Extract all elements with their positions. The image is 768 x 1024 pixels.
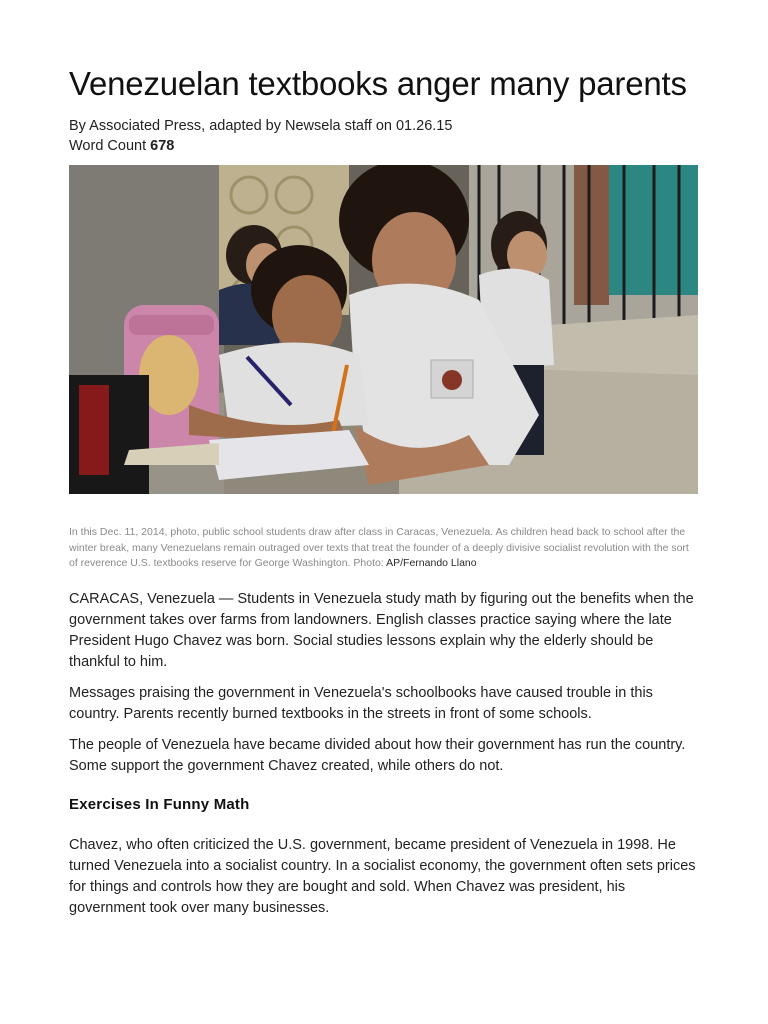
paragraph-2: Messages praising the government in Venezuela's schoolbooks have caused trouble in this country. Parents recently burned textbooks in the streets in front of some schools. [69, 684, 653, 722]
word-count-label: Word Count [69, 138, 147, 154]
paragraph-3: The people of Venezuela have became divided about how their government has run the country. Some support the government Chavez created, while others do not. [69, 736, 686, 774]
photo-credit: AP/Fernando Llano [386, 557, 477, 569]
photo-illustration [69, 165, 698, 494]
caption-text: In this Dec. 11, 2014, photo, public school students draw after class in Caracas, Venezuela. As children head back to school after the winter break, many Venezuelans remain outraged over texts that treat the founder of a deeply divisive socialist revolution with the sort of reverence U.S. textbooks reserve for George Washington. Photo: [69, 526, 689, 569]
section-heading: Exercises In Funny Math [69, 795, 250, 813]
word-count [69, 136, 699, 156]
photo-caption [69, 525, 699, 572]
byline: By Associated Press, adapted by Newsela staff on 01.26.15 [69, 118, 453, 134]
word-count-value: 678 [150, 138, 175, 154]
article-title: Venezuelan textbooks anger many parents [69, 65, 687, 102]
article [69, 0, 699, 919]
byline-block [69, 116, 699, 156]
paragraph-1: CARACAS, Venezuela — Students in Venezuela study math by figuring out the benefits when the government takes over farms from landowners. English classes practice saying where the late President Hugo Chavez was born. Social studies lessons explain why the elderly should be thankful to him. [69, 590, 694, 670]
paragraph-4: Chavez, who often criticized the U.S. government, became president of Venezuela in 1998. He turned Venezuela into a socialist country. In a socialist economy, the government often sets prices for things and controls how they are bought and sold. When Chavez was president, his government took over many businesses. [69, 836, 696, 916]
article-photo [69, 165, 698, 494]
